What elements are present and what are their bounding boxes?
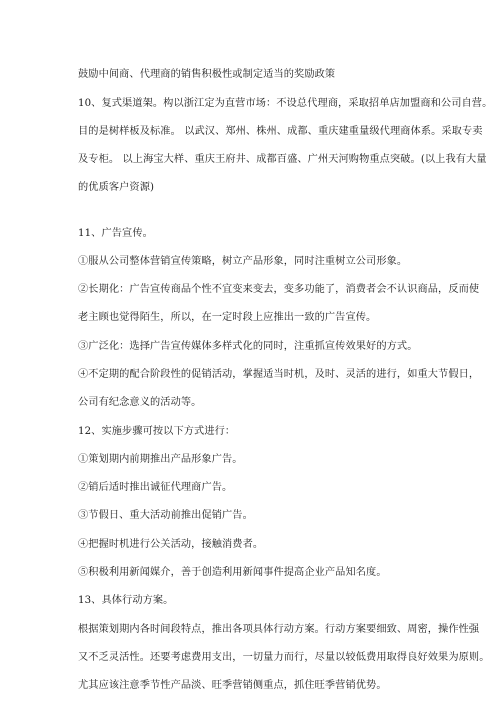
text-line: ①服从公司整体营销宣传策略，树立产品形象，同时注重树立公司形象。 (78, 256, 408, 267)
list-item: ②销后适时推出诚征代理商广告。 (78, 482, 233, 493)
section-heading: 11、广告宣传。 (78, 228, 153, 239)
text-line: 公司有纪念意义的活动等。 (78, 397, 202, 408)
text-line: 老主顾也觉得陌生，所以，在一定时段上应推出一致的广告宣传。 (78, 312, 377, 323)
text-line: 目的是树样板及标准。 以武汉、郑州、株州、成都、重庆建重量级代理商体系。采取专卖 (78, 126, 483, 137)
list-item: ①策划期内前期推出产品形象广告。 (78, 454, 243, 465)
text-line: ③广泛化：选择广告宣传媒体多样式化的同时，注重抓宣传效果好的方式。 (78, 341, 418, 352)
text-line: 及专柜。 以上海宝大样、重庆王府井、成都百盛、广州天河购物重点突破。(以上我有大量 (78, 154, 487, 165)
section-heading: 13、具体行动方案。 (78, 595, 174, 606)
list-item: ③节假日、重大活动前推出促销广告。 (78, 510, 253, 521)
text-line: 尤其应该注意季节性产品淡、旺季营销侧重点，抓住旺季营销优势。 (78, 680, 387, 691)
text-line: 鼓励中间商、代理商的销售积极性或制定适当的奖励政策 (78, 69, 336, 80)
text-line: 又不乏灵活性。还要考虑费用支出，一切量力而行，尽量以较低费用取得良好效果为原则。 (78, 652, 490, 663)
text-line: ②长期化：广告宣传商品个性不宜变来变去，变多功能了，消费者会不认识商品，反而使 (78, 284, 480, 295)
section-heading: 12、实施步骤可按以下方式进行： (78, 426, 236, 437)
text-line: 根据策划期内各时间段特点，推出各项具体行动方案。行动方案要细致、周密，操作性强 (78, 624, 480, 635)
list-item: ④把握时机进行公关活动，接触消费者。 (78, 539, 264, 550)
list-item: ⑤积极利用新闻媒介，善于创造利用新闻事件提高企业产品知名度。 (78, 567, 387, 578)
text-line: 的优质客户资源) (78, 182, 155, 193)
text-line: ④不定期的配合阶段性的促销活动，掌握适当时机，及时、灵活的进行，如重大节假日， (78, 369, 480, 380)
text-line: 10、复式渠道架。构以浙江定为直营市场：不设总代理商，采取招单店加盟商和公司自营。 (78, 98, 493, 109)
